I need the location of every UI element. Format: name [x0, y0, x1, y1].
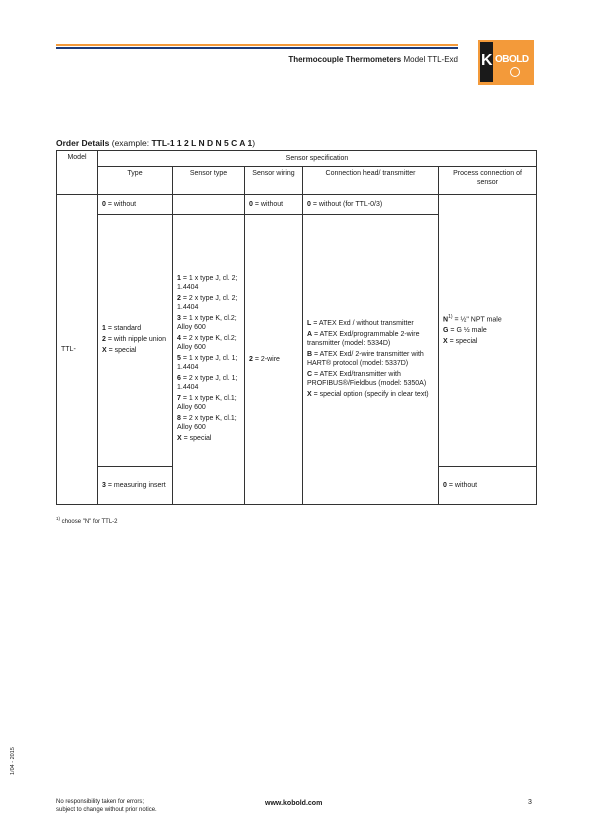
- header-rule-blue: [56, 47, 458, 49]
- sensor-item: 1 = 1 x type J, cl. 2; 1.4404: [177, 275, 238, 291]
- process-options-cell: [439, 195, 537, 467]
- conn-item: A = ATEX Exd/programmable 2-wire transmitter (model: 5334D): [307, 330, 420, 347]
- header-sensor-specification: Sensor specification: [98, 151, 537, 167]
- sensor-wiring-cell: 2 = 2-wire: [245, 215, 303, 505]
- type-without-cell: 0 = without: [98, 195, 173, 215]
- header-model: Model: [57, 151, 98, 195]
- type-item: 1 = standard: [102, 325, 142, 332]
- process-item: $N^{1)}$ = ½" NPT male: [443, 313, 502, 324]
- conn-item: C = ATEX Exd/transmitter with PROFIBUS®/Fieldbus (model: 5350A): [307, 370, 427, 387]
- header-rule-orange: [56, 44, 458, 46]
- sensor-item: 2 = 2 x type J, cl. 2; 1.4404: [177, 295, 238, 311]
- sensor-item: 3 = 1 x type K, cl.2; Alloy 600: [177, 315, 237, 331]
- document-date: 1/04 - 2015: [10, 747, 16, 775]
- order-details-table: [56, 150, 537, 505]
- logo-ring-icon: [510, 67, 520, 77]
- conn-item: X = special option (specify in clear text): [307, 390, 429, 398]
- connection-options-cell: [303, 215, 439, 505]
- type-item: X = special: [102, 347, 137, 354]
- sensor-item: 7 = 1 x type K, cl.1; Alloy 600: [177, 395, 237, 411]
- sensor-item: X = special: [177, 435, 212, 442]
- conn-item: B = ATEX Exd/ 2-wire transmitter with HART® protocol (model: 5337D): [307, 350, 424, 367]
- model-cell: TTL-: [57, 195, 98, 505]
- footer-disclaimer: No responsibility taken for errors; subject to change without prior notice.: [56, 799, 157, 813]
- process-item: X = special: [443, 338, 478, 346]
- page-number: 3: [528, 799, 532, 806]
- logo-k-block: K: [480, 42, 493, 82]
- type-measuring-insert-cell: 3 = measuring insert: [98, 467, 173, 505]
- page-header-title: Thermocouple Thermometers Model TTL-Exd: [288, 55, 458, 64]
- type-item: 2 = with nipple union: [102, 336, 167, 343]
- wiring-without-cell: 0 = without: [245, 195, 303, 215]
- sensor-item: 6 = 2 x type J, cl. 1; 1.4404: [177, 375, 238, 391]
- process-item: G = G ½ male: [443, 327, 487, 335]
- type-options-cell: [98, 215, 173, 467]
- footer-website-link[interactable]: www.kobold.com: [265, 800, 323, 807]
- sensor-item: 4 = 2 x type K, cl.2; Alloy 600: [177, 335, 237, 351]
- process-without-cell: 0 = without: [439, 467, 537, 505]
- header-connection-head: Connection head/ transmitter: [303, 167, 439, 195]
- order-details-title: Order Details (example: TTL-1 1 2 L N D N 5 C A 1): [56, 138, 256, 148]
- header-sensor-wiring: Sensor wiring: [245, 167, 303, 195]
- sensor-item: 8 = 2 x type K, cl.1; Alloy 600: [177, 415, 237, 431]
- sensor-item: 5 = 1 x type J, cl. 1; 1.4404: [177, 355, 238, 371]
- header-process-connection: Process connection of sensor: [439, 167, 537, 195]
- header-sensor-type: Sensor type: [173, 167, 245, 195]
- header-type: Type: [98, 167, 173, 195]
- footnote: $^{1)}$ choose "N" for TTL-2: [56, 516, 118, 525]
- conn-item: L = ATEX Exd / without transmitter: [307, 319, 414, 327]
- logo-wordmark: OBOLD: [495, 54, 529, 65]
- conn-without-cell: 0 = without (for TTL-0/3): [303, 195, 439, 215]
- sensor-type-options-cell: [173, 215, 245, 505]
- sensor-type-empty-cell: [173, 195, 245, 215]
- kobold-logo: [478, 40, 534, 85]
